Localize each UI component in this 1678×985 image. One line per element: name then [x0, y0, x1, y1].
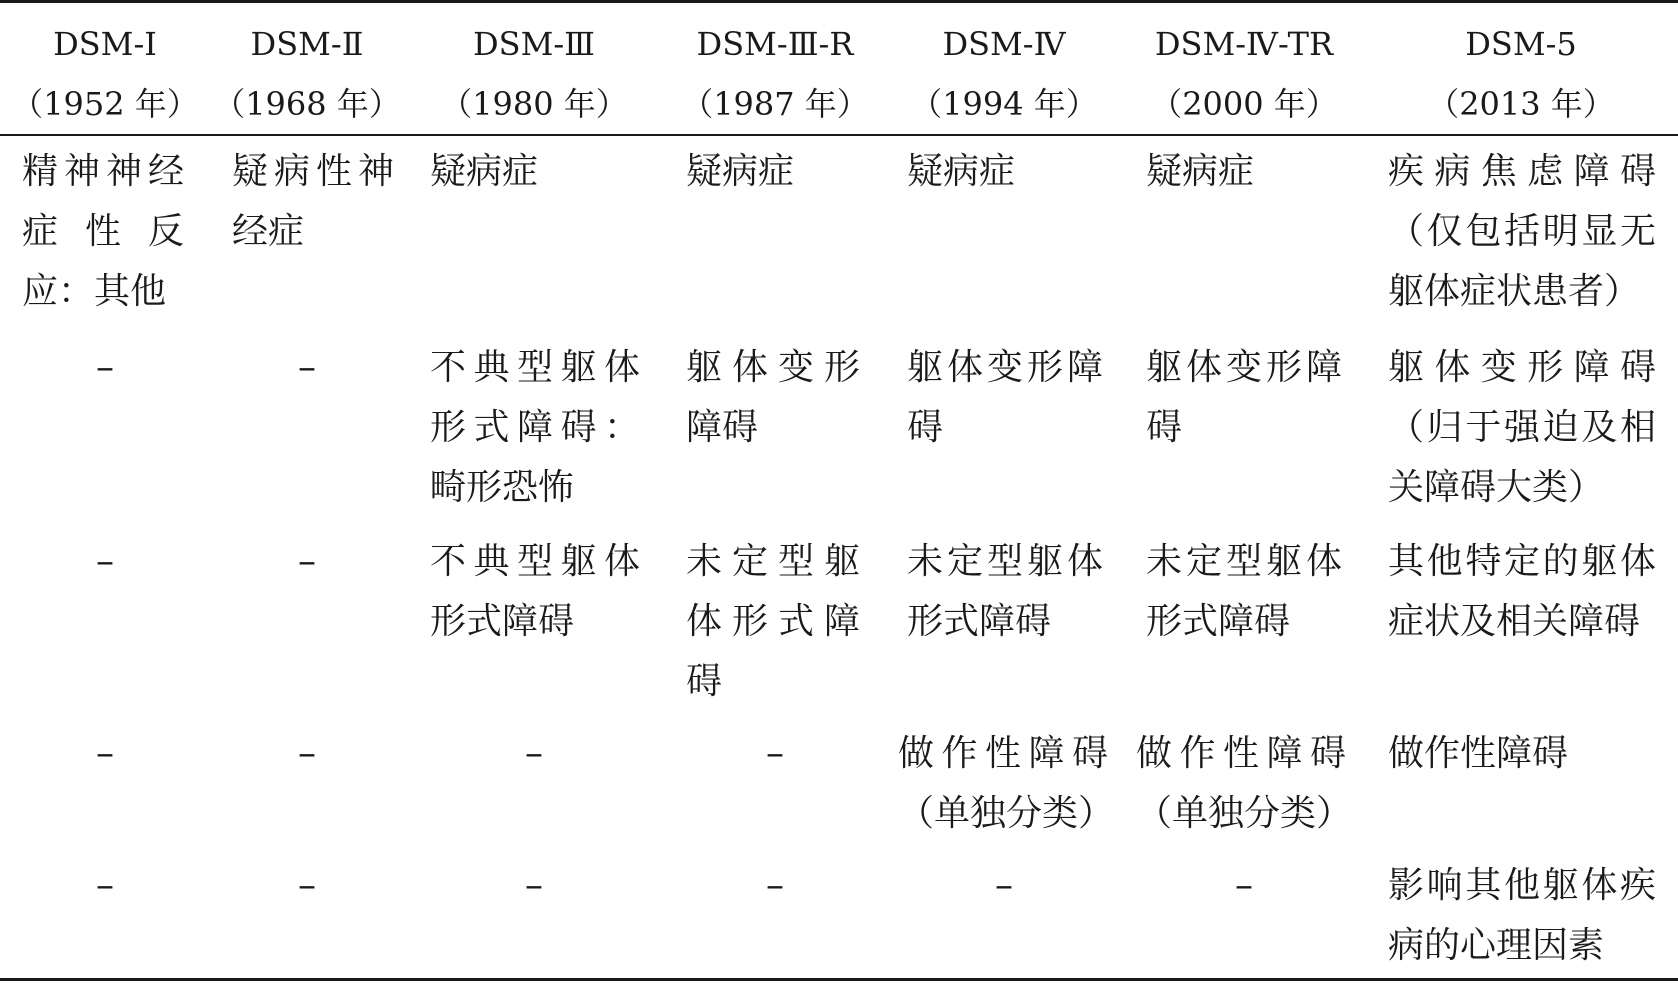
table-cell: – — [995, 865, 1013, 906]
table-cell: 躯体变形障碍（归于强迫及相关障碍大类） — [1388, 347, 1656, 508]
column-header-dsm-3 — [427, 14, 641, 124]
header-name: DSM-Ⅳ-TR — [1154, 25, 1334, 63]
table-cell: 未定型躯体形式障碍 — [686, 541, 860, 702]
table-cell: – — [96, 865, 114, 906]
table-cell: 做作性障碍 — [1388, 733, 1569, 774]
table-cell: 其他特定的躯体症状及相关障碍 — [1388, 541, 1656, 642]
header-year: （1987 年） — [681, 85, 869, 123]
column-header-dsm-4 — [892, 14, 1116, 124]
header-name: DSM-Ⅲ — [472, 25, 595, 63]
table-cell: 疑病症 — [686, 151, 795, 192]
column-header-dsm-4-tr — [1128, 14, 1360, 124]
header-name: DSM-Ⅰ — [53, 25, 157, 63]
table-cell: – — [525, 865, 543, 906]
table-top-rule — [0, 0, 1678, 3]
table-cell: 未定型躯体形式障碍 — [907, 541, 1103, 642]
table-cell: – — [298, 733, 316, 774]
column-header-dsm-3-r — [672, 14, 878, 124]
header-name: DSM-5 — [1465, 25, 1577, 63]
table-cell: 疑病症 — [430, 151, 539, 192]
table-cell: 不典型躯体形式障碍 — [430, 541, 640, 642]
table-cell: 疑病症 — [1146, 151, 1255, 192]
table-cell: – — [1235, 865, 1253, 906]
header-year: （1980 年） — [440, 85, 628, 123]
column-header-dsm-2 — [212, 14, 402, 124]
table-cell: 疑病症 — [907, 151, 1016, 192]
header-name: DSM-Ⅳ — [942, 25, 1066, 63]
header-name: DSM-Ⅱ — [250, 25, 364, 63]
table-cell: 躯体变形障碍 — [686, 347, 860, 448]
table-cell: – — [298, 541, 316, 582]
table-cell: – — [766, 733, 784, 774]
table-bottom-rule — [0, 978, 1678, 981]
table-cell: 未定型躯体形式障碍 — [1146, 541, 1342, 642]
table-cell: 精神神经症性反应：其他 — [22, 151, 184, 312]
header-year: （1968 年） — [213, 85, 401, 123]
column-header-dsm-1 — [10, 14, 200, 124]
header-name: DSM-Ⅲ-R — [696, 25, 854, 63]
column-header-dsm-5 — [1378, 14, 1664, 124]
header-divider-rule — [0, 134, 1678, 136]
table-cell: 躯体变形障碍 — [1146, 347, 1342, 448]
table-cell: – — [96, 733, 114, 774]
table-cell: – — [96, 541, 114, 582]
header-year: （1994 年） — [910, 85, 1098, 123]
table-cell: 躯体变形障碍 — [907, 347, 1103, 448]
table-cell: – — [766, 865, 784, 906]
header-year: （2013 年） — [1427, 85, 1615, 123]
table-cell: 做作性障碍（单独分类） — [898, 733, 1115, 834]
table-cell: – — [525, 733, 543, 774]
table-cell: 不典型躯体形式障碍：畸形恐怖 — [430, 347, 640, 508]
table-cell: – — [298, 865, 316, 906]
header-year: （1952 年） — [11, 85, 199, 123]
table-cell: – — [298, 347, 316, 388]
table-cell: – — [96, 347, 114, 388]
table-cell: 影响其他躯体疾病的心理因素 — [1388, 865, 1656, 966]
table-cell: 疾病焦虑障碍（仅包括明显无躯体症状患者） — [1388, 151, 1656, 312]
header-year: （2000 年） — [1150, 85, 1338, 123]
table-cell: 疑病性神经症 — [232, 151, 394, 252]
table-cell: 做作性障碍（单独分类） — [1136, 733, 1353, 834]
